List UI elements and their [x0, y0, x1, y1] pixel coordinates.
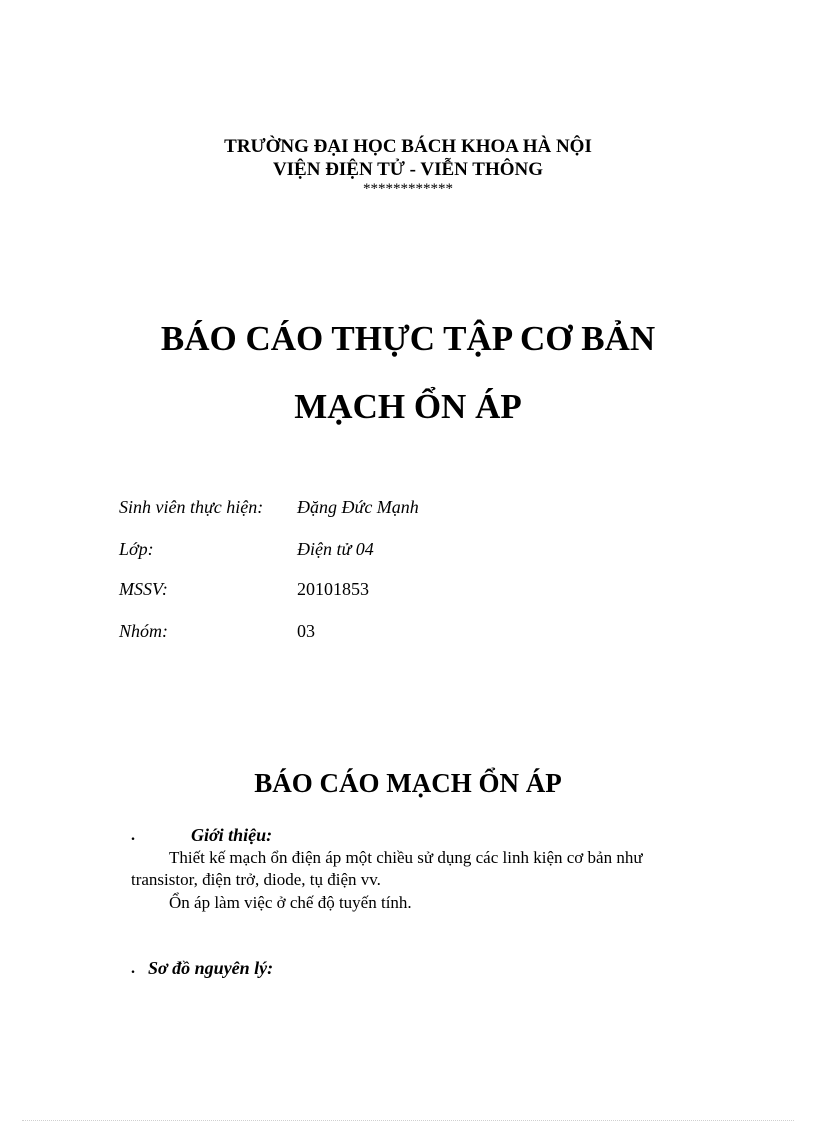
group-label: Nhóm: [119, 621, 168, 641]
page-bottom-border [22, 1120, 794, 1121]
institute-name: VIỆN ĐIỆN TỬ - VIỄN THÔNG [272, 159, 544, 180]
report-title: BÁO CÁO THỰC TẬP CƠ BẢN [160, 319, 656, 358]
class-label: Lớp: [119, 539, 154, 559]
schematic-heading: Sơ đồ nguyên lý: [148, 958, 274, 978]
intro-bullet: . [131, 827, 135, 844]
group-value: 03 [297, 621, 315, 641]
header-separator: ************ [363, 181, 453, 197]
section-title: BÁO CÁO MẠCH ỔN ÁP [254, 768, 562, 798]
school-name: TRƯỜNG ĐẠI HỌC BÁCH KHOA HÀ NỘI [224, 136, 592, 157]
intro-paragraph-line-1: Thiết kế mạch ổn điện áp một chiều sử dụng các linh kiện cơ bản như [169, 848, 643, 867]
report-subtitle: MẠCH ỔN ÁP [294, 387, 522, 426]
schematic-bullet: . [131, 960, 135, 977]
intro-heading: Giới thiệu: [191, 825, 273, 845]
intro-paragraph-line-2: transistor, điện trở, diode, tụ điện vv. [131, 870, 381, 889]
student-value: Đặng Đức Mạnh [297, 497, 419, 517]
student-id-value: 20101853 [297, 579, 369, 599]
student-id-label: MSSV: [119, 579, 168, 599]
intro-paragraph-line-3: Ổn áp làm việc ở chế độ tuyến tính. [169, 893, 412, 912]
student-label: Sinh viên thực hiện: [119, 497, 264, 517]
class-value: Điện tử 04 [297, 539, 374, 559]
